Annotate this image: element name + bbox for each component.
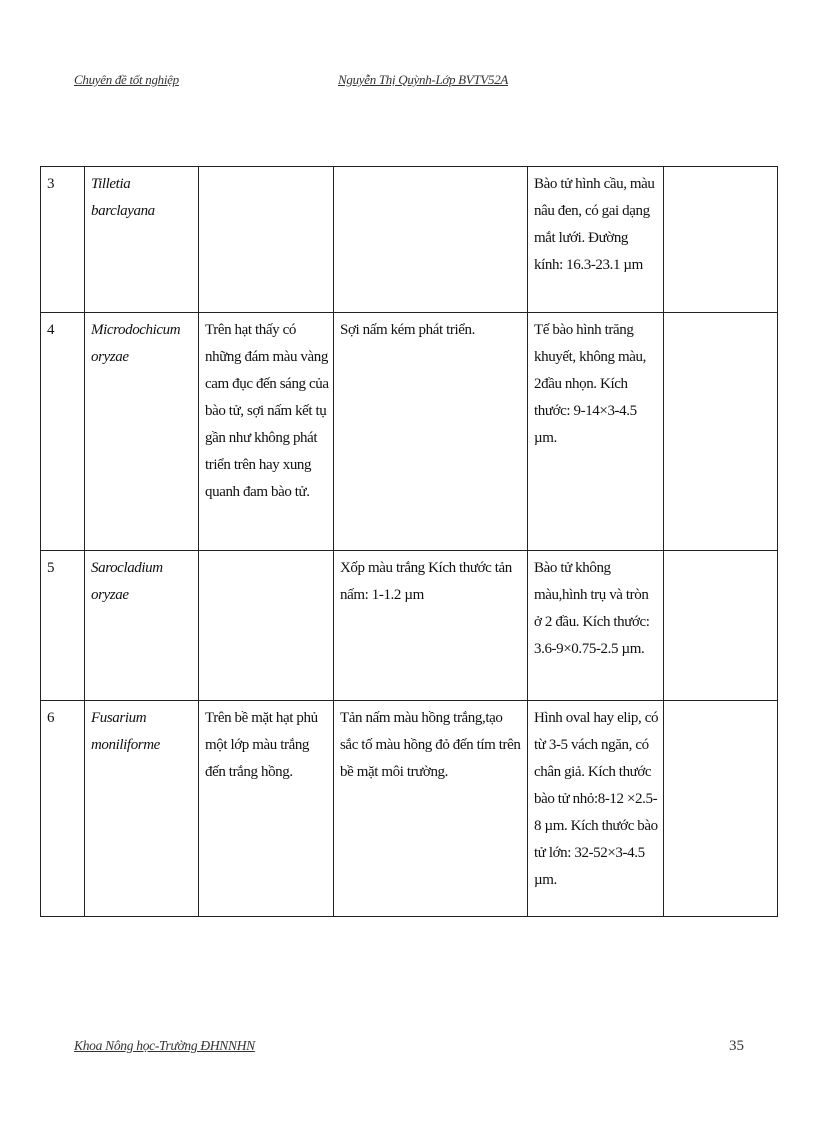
seed-symptom — [199, 167, 334, 313]
table-row — [41, 313, 778, 551]
spore-description: Bào tử hình cầu, màu nâu đen, có gai dạng mắt lưới. Đường kính: 16.3-23.1 µm — [528, 167, 664, 313]
extra-cell — [664, 551, 778, 701]
species-name: Fusarium moniliforme — [85, 701, 199, 917]
extra-cell — [664, 701, 778, 917]
footer-faculty: Khoa Nông học-Trường ĐHNNHN — [74, 1038, 255, 1053]
row-number: 3 — [41, 167, 85, 313]
culture-description: Sợi nấm kém phát triển. — [334, 313, 528, 551]
extra-cell — [664, 167, 778, 313]
seed-symptom — [199, 551, 334, 701]
row-number: 5 — [41, 551, 85, 701]
table-row — [41, 701, 778, 917]
header-right-author: Nguyễn Thị Quỳnh-Lớp BVTV52A — [338, 72, 509, 87]
seed-symptom: Trên bề mặt hạt phủ một lớp màu trắng đến trắng hồng. — [199, 701, 334, 917]
table-row — [41, 551, 778, 701]
extra-cell — [664, 313, 778, 551]
species-name: Tilletia barclayana — [85, 167, 199, 313]
row-number: 6 — [41, 701, 85, 917]
spore-description: Hình oval hay elip, có từ 3-5 vách ngăn, có chân giả. Kích thước bào tử nhỏ:8-12 ×2.5-8 µm. Kích thước bào tử lớn: 32-52×3-4.5 µm. — [528, 701, 664, 917]
species-name: Sarocladium oryzae — [85, 551, 199, 701]
culture-description: Xốp màu trắng Kích thước tản nấm: 1-1.2 µm — [334, 551, 528, 701]
species-name: Microdochicum oryzae — [85, 313, 199, 551]
page-number: 35 — [729, 1038, 744, 1054]
spore-description: Tế bào hình trăng khuyết, không màu, 2đầu nhọn. Kích thước: 9-14×3-4.5 µm. — [528, 313, 664, 551]
seed-symptom: Trên hạt thấy có những đám màu vàng cam đục đến sáng của bào tử, sợi nấm kết tụ gần như không phát triển trên hay xung quanh đam bào tử. — [199, 313, 334, 551]
spore-description: Bào tử không màu,hình trụ và tròn ở 2 đầu. Kích thước: 3.6-9×0.75-2.5 µm. — [528, 551, 664, 701]
header-left-title: Chuyên đề tốt nghiệp — [74, 72, 179, 87]
row-number: 4 — [41, 313, 85, 551]
fungi-table — [40, 166, 778, 917]
table-row — [41, 167, 778, 313]
culture-description — [334, 167, 528, 313]
culture-description: Tản nấm màu hồng trắng,tạo sắc tố màu hồng đỏ đến tím trên bề mặt môi trường. — [334, 701, 528, 917]
